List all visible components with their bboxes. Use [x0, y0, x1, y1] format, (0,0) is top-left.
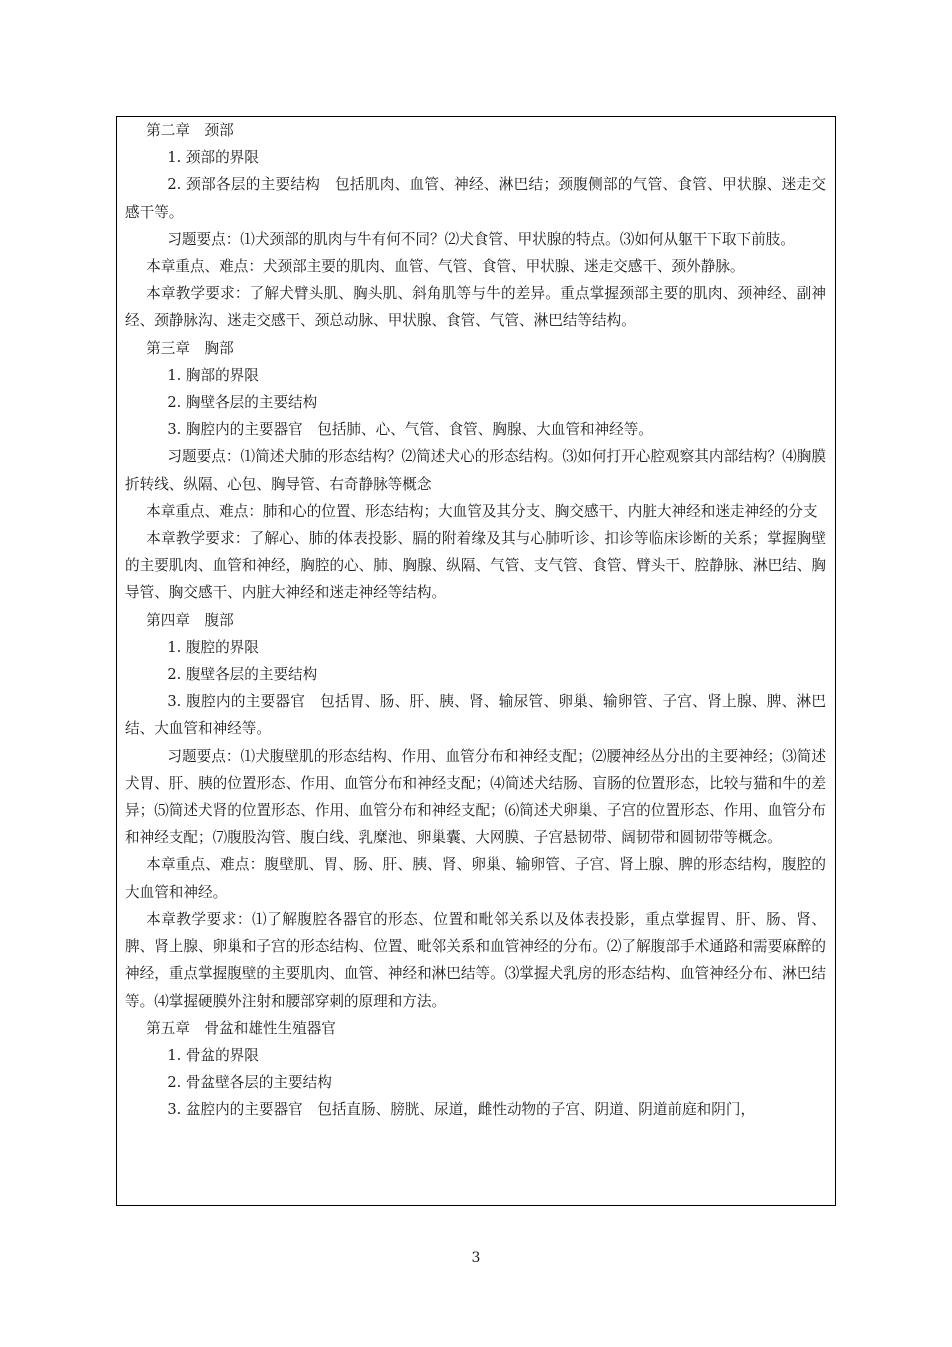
paragraph: 2. 胸壁各层的主要结构	[167, 394, 318, 412]
paragraph: 本章教学要求：⑴了解腹腔各器官的形态、位置和毗邻关系以及体表投影，重点掌握胃、肝、肠、肾、脾、肾上腺、卵巢和子宫的形态结构、位置、毗邻关系和血管神经的分布。⑵了解腹部手术通路和需要麻醉的神经，重点掌握腹壁的主要肌肉、血管、神经和淋巴结等。⑶掌握犬乳房的形态结构、血管神经分布、淋巴结等。⑷掌握硬膜外注射和腰部穿刺的原理和方法。	[125, 910, 826, 1010]
paragraph: 2. 颈部各层的主要结构 包括肌肉、血管、神经、淋巴结；颈腹侧部的气管、食管、甲状腺、迷走交感干等。	[125, 176, 826, 221]
paragraph: 1. 颈部的界限	[167, 149, 259, 167]
paragraph: 1. 胸部的界限	[167, 366, 259, 384]
paragraph: 3. 胸腔内的主要器官 包括肺、心、气管、食管、胸腺、大血管和神经等。	[167, 421, 653, 439]
paragraph: 本章教学要求：了解心、肺的体表投影、膈的附着缘及其与心肺听诊、扣诊等临床诊断的关系；掌握胸壁的主要肌肉、血管和神经，胸腔的心、肺、胸腺、纵隔、气管、支气管、食管、臂头干、腔静脉、淋巴结、胸导管、胸交感干、内脏大神经和迷走神经等结构。	[125, 530, 826, 602]
paragraph: 第二章 颈部	[146, 122, 234, 139]
paragraph: 本章重点、难点：腹壁肌、胃、肠、肝、胰、肾、卵巢、输卵管、子宫、肾上腺、脾的形态结构，腹腔的大血管和神经。	[125, 856, 826, 901]
paragraph: 3. 腹腔内的主要器官 包括胃、肠、肝、胰、肾、输尿管、卵巢、输卵管、子宫、肾上腺、脾、淋巴结、大血管和神经等。	[125, 693, 826, 738]
paragraph: 第三章 胸部	[146, 339, 234, 357]
paragraph: 第五章 骨盆和雄性生殖器官	[146, 1019, 336, 1037]
paragraph: 本章教学要求：了解犬臂头肌、胸头肌、斜角肌等与牛的差异。重点掌握颈部主要的肌肉、颈神经、副神经、颈静脉沟、迷走交感干、颈总动脉、甲状腺、食管、气管、淋巴结等结构。	[125, 285, 826, 330]
paragraph: 习题要点：⑴犬腹壁肌的形态结构、作用、血管分布和神经支配；⑵腰神经丛分出的主要神经；⑶简述犬胃、肝、胰的位置形态、作用、血管分布和神经支配；⑷简述犬结肠、盲肠的位置形态，比较与猫和牛的差异；⑸简述犬肾的位置形态、作用、血管分布和神经支配；⑹简述犬卵巢、子宫的位置形态、作用、血管分布和神经支配；⑺腹股沟管、腹白线、乳糜池、卵巢囊、大网膜、子宫悬韧带、阔韧带和圆韧带等概念。	[125, 747, 826, 847]
paragraph: 习题要点：⑴简述犬肺的形态结构？⑵简述犬心的形态结构。⑶如何打开心腔观察其内部结构？⑷胸膜折转线、纵隔、心包、胸导管、右奇静脉等概念	[125, 448, 826, 493]
content-table-cell	[116, 116, 836, 1206]
paragraph: 第四章 腹部	[146, 611, 234, 629]
paragraph: 2. 腹壁各层的主要结构	[167, 666, 318, 684]
page-number: 3	[471, 1250, 481, 1266]
paragraph: 1. 腹腔的界限	[167, 638, 259, 656]
paragraph: 1. 骨盆的界限	[167, 1046, 259, 1064]
paragraph: 2. 骨盆壁各层的主要结构	[167, 1074, 332, 1092]
paragraph: 本章重点、难点：肺和心的位置、形态结构；大血管及其分支、胸交感干、内脏大神经和迷走神经的分支	[146, 502, 818, 520]
paragraph: 本章重点、难点：犬颈部主要的肌肉、血管、气管、食管、甲状腺、迷走交感干、颈外静脉。	[146, 258, 745, 276]
paragraph: 3. 盆腔内的主要器官 包括直肠、膀胱、尿道，雌性动物的子宫、阴道、阴道前庭和阴门，	[167, 1101, 756, 1119]
paragraph: 习题要点：⑴犬颈部的肌肉与牛有何不同？⑵犬食管、甲状腺的特点。⑶如何从躯干下取下前肢。	[167, 230, 795, 248]
